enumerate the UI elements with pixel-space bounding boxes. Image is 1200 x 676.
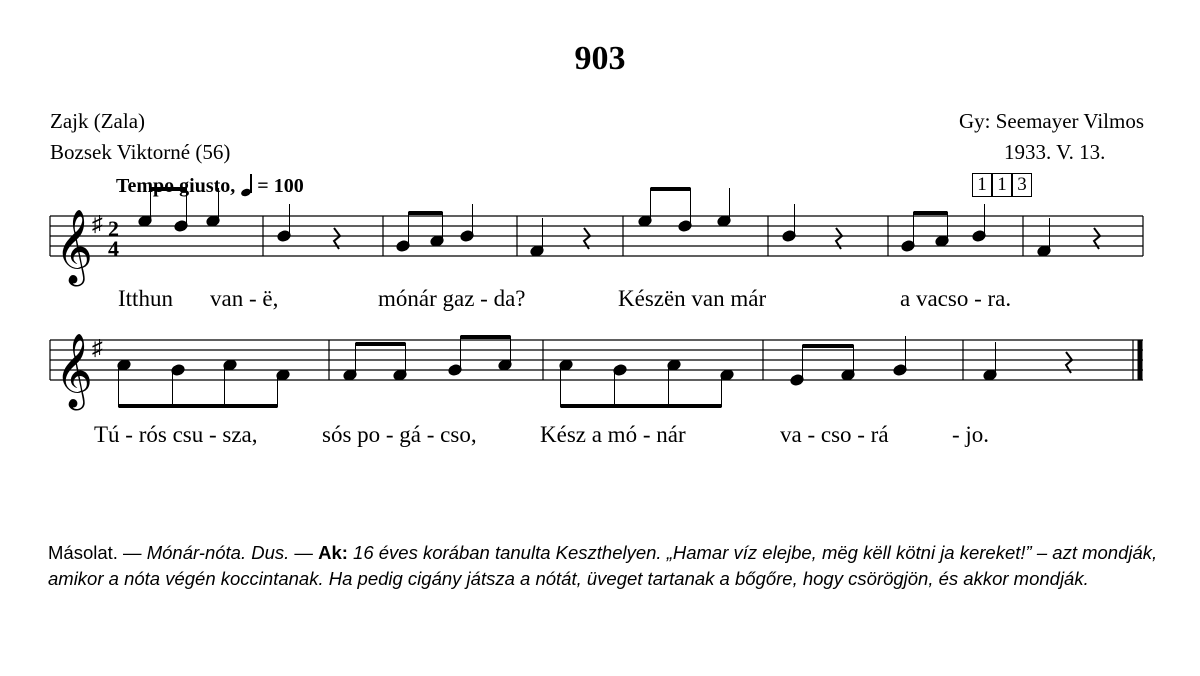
- lyric-syllable: Kész a mó - nár: [540, 422, 686, 447]
- lyrics-line-1: [118, 286, 1011, 311]
- lyrics-line-2: [94, 422, 989, 447]
- singer-label: Bozsek Viktorné (56): [50, 140, 231, 164]
- structure-box: 1: [992, 173, 1012, 197]
- key-signature-sharp: ♯: [92, 211, 103, 236]
- lyric-syllable: Készën van már: [618, 286, 767, 311]
- lyric-syllable: va - cso - rá: [780, 422, 889, 447]
- structure-box: 3: [1012, 173, 1032, 197]
- lyric-syllable: van - ë,: [210, 286, 279, 311]
- date-label: 1933. V. 13.: [1004, 140, 1106, 164]
- lyric-syllable: sós po - gá - cso,: [322, 422, 477, 447]
- structure-box: 1: [972, 173, 992, 197]
- lyric-syllable: mónár gaz - da?: [378, 286, 526, 311]
- time-signature-top: 2: [108, 216, 119, 241]
- treble-clef-icon: 𝄞: [55, 334, 93, 408]
- notes-staff-2: [117, 336, 1072, 407]
- note-explanation: – azt mondják, amikor a nóta végén koccintanak. Ha pedig cigány játsza a nótát, üveget tartanak a bőgőre, hogy csörögjön, és akkor mondják.: [48, 542, 1158, 589]
- treble-clef-icon: 𝄞: [55, 210, 93, 284]
- collector-label: Gy: Seemayer Vilmos: [959, 109, 1144, 133]
- note-copy-label: Másolat. —: [48, 542, 147, 563]
- key-signature-sharp: ♯: [92, 335, 103, 360]
- lyric-syllable: - jo.: [952, 422, 990, 447]
- lyric-syllable: Itthun: [118, 286, 173, 311]
- tempo-label: Tempo giusto,: [116, 175, 236, 197]
- lyric-syllable: a vacso - ra.: [900, 286, 1012, 311]
- lyric-syllable: Tú - rós csu - sza,: [94, 422, 258, 447]
- place-label: Zajk (Zala): [50, 109, 146, 133]
- note-ak-text: 16 éves korában tanulta Keszthelyen. „Hamar víz elejbe, mëg këll kötni ja kereket!”: [347, 542, 1032, 563]
- notes-staff-1: [138, 188, 1100, 257]
- tempo-value: = 100: [257, 175, 304, 197]
- song-note: [48, 540, 1158, 592]
- song-number: 903: [574, 40, 626, 77]
- note-ak-label: Ak:: [318, 542, 348, 563]
- staff-2: [50, 340, 1143, 380]
- time-signature-bottom: 4: [108, 236, 119, 261]
- note-variant: Mónár-nóta. Dus.: [146, 542, 290, 563]
- note-dash: —: [289, 542, 319, 563]
